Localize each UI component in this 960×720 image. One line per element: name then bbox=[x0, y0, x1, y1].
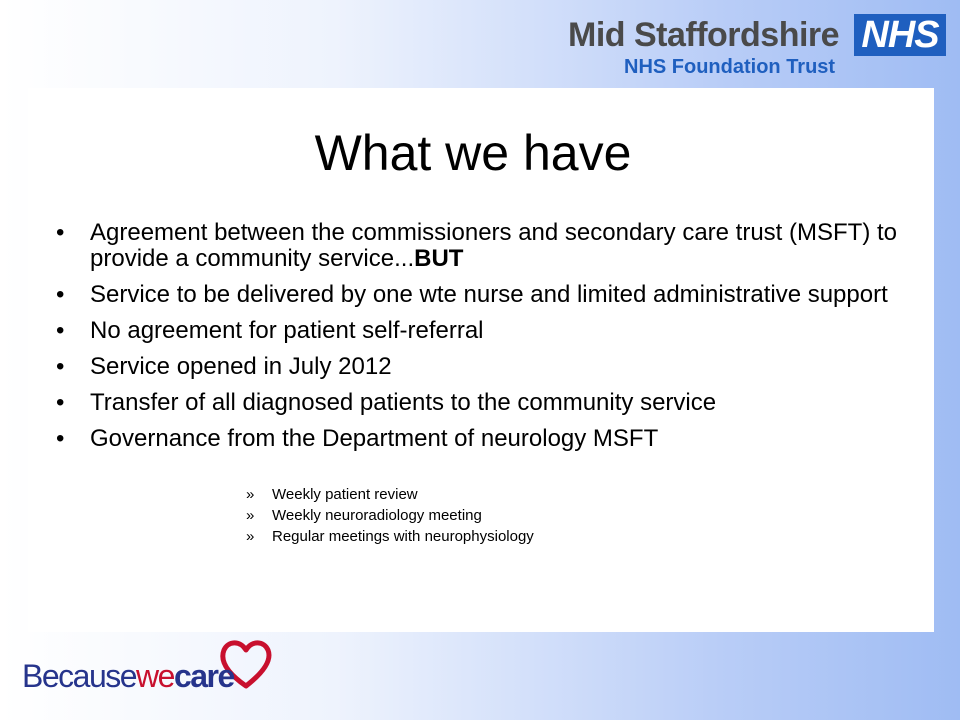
sub-bullet-item bbox=[246, 505, 534, 526]
bullet-item bbox=[50, 390, 910, 416]
bullet-marker: • bbox=[56, 353, 65, 380]
org-subtitle: NHS Foundation Trust bbox=[624, 56, 836, 78]
sub-bullet-item bbox=[246, 484, 534, 505]
sub-bullet-marker: » bbox=[246, 486, 255, 503]
sub-bullet-text: Weekly patient review bbox=[272, 486, 418, 503]
bullet-list bbox=[50, 220, 910, 462]
because-we-care-logo bbox=[22, 636, 282, 700]
nhs-trust-logo bbox=[568, 8, 948, 80]
bullet-text: Service to be delivered by one wte nurse and limited administrative support bbox=[90, 281, 888, 308]
content-panel bbox=[28, 88, 934, 632]
bullet-marker: • bbox=[56, 425, 65, 452]
bullet-text: Agreement between the commissioners and secondary care trust (MSFT) to provide a community service... bbox=[90, 219, 897, 272]
logo-word-because: Because bbox=[22, 658, 137, 694]
nhs-badge: NHS bbox=[854, 14, 946, 56]
bullet-text: Service opened in July 2012 bbox=[90, 353, 392, 380]
sub-bullet-text: Regular meetings with neurophysiology bbox=[272, 528, 534, 545]
sub-bullet-marker: » bbox=[246, 528, 255, 545]
sub-bullet-text: Weekly neuroradiology meeting bbox=[272, 507, 482, 524]
bullet-item bbox=[50, 354, 910, 380]
bullet-item bbox=[50, 220, 910, 272]
bullet-item bbox=[50, 318, 910, 344]
bullet-text: Governance from the Department of neurology MSFT bbox=[90, 425, 659, 452]
logo-word-we: we bbox=[136, 658, 174, 694]
org-name: Mid Staffordshire bbox=[568, 16, 840, 54]
sub-bullet-marker: » bbox=[246, 507, 255, 524]
logo-word-care: care bbox=[173, 658, 234, 694]
bullet-item bbox=[50, 282, 910, 308]
logo-wordmark bbox=[22, 658, 234, 695]
bullet-text: No agreement for patient self-referral bbox=[90, 317, 484, 344]
sub-bullet-list bbox=[246, 484, 534, 547]
bullet-marker: • bbox=[56, 317, 65, 344]
bullet-marker: • bbox=[56, 389, 65, 416]
sub-bullet-item bbox=[246, 526, 534, 547]
bullet-marker: • bbox=[56, 281, 65, 308]
bullet-emphasis: BUT bbox=[414, 245, 464, 272]
bullet-marker: • bbox=[56, 219, 65, 246]
bullet-text: Transfer of all diagnosed patients to the community service bbox=[90, 389, 717, 416]
bullet-item bbox=[50, 426, 910, 452]
slide-title: What we have bbox=[314, 125, 632, 181]
